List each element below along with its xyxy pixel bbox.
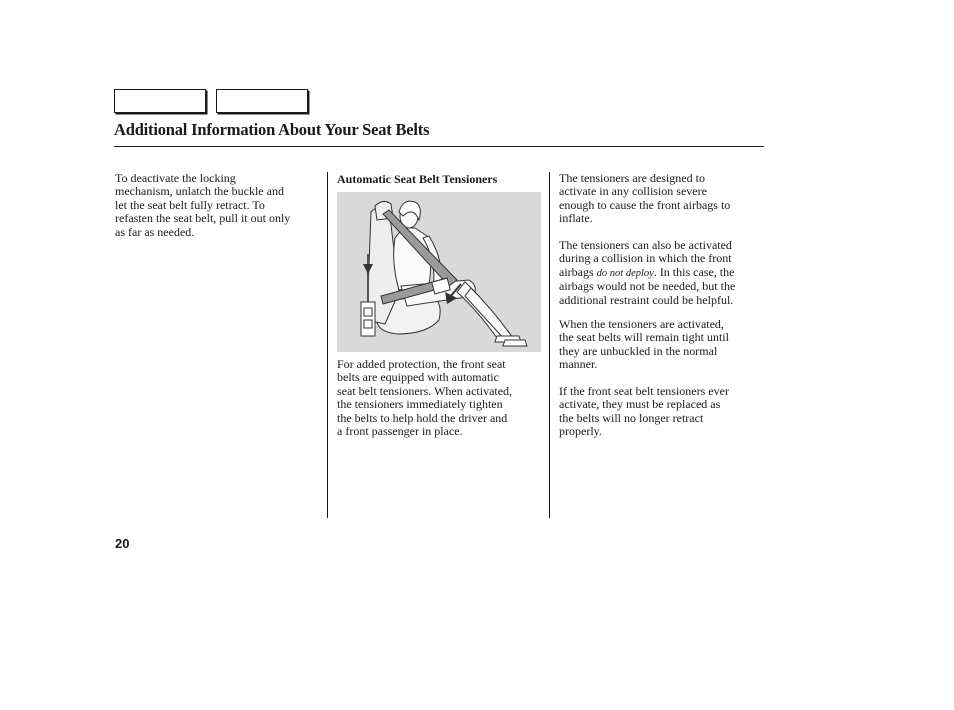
body-paragraph: To deactivate the locking mechanism, unlatch the buckle and let the seat belt fully retract. To refasten the seat belt, pull it out only as far as needed.: [115, 171, 291, 239]
page-title: Additional Information About Your Seat Belts: [114, 120, 430, 139]
body-paragraph: When the tensioners are activated, the seat belts will remain tight until they are unbuckled in the normal manner.: [559, 317, 729, 372]
body-paragraph: [559, 239, 764, 307]
body-paragraph: If the front seat belt tensioners ever activate, they must be replaced as the belts will no longer retract properly.: [559, 384, 729, 439]
seated-passenger-seatbelt-tensioner-icon: [337, 192, 541, 352]
nav-next-button[interactable]: [216, 89, 308, 113]
page-number: 20: [115, 536, 130, 551]
paragraph-text: The tensioners can also be activated during a collision in which the front airbags: [559, 238, 732, 279]
emphasis-text: do not deploy: [596, 267, 654, 279]
body-paragraph: For added protection, the front seat belts are equipped with automatic seat belt tensioners. When activated, the tensioners immediately tighten the belts to help hold the driver and a front passenger in place.: [337, 357, 513, 439]
column-divider: [327, 172, 328, 518]
body-paragraph: The tensioners are designed to activate in any collision severe enough to cause the front airbags to inflate.: [559, 171, 731, 226]
nav-previous-button[interactable]: [114, 89, 206, 113]
paragraph-text: . In this case, the airbags would not be needed, but the additional restraint could be helpful.: [559, 264, 736, 307]
column-divider: [549, 172, 550, 518]
section-heading: Automatic Seat Belt Tensioners: [337, 172, 498, 186]
seatbelt-tensioner-illustration: [337, 192, 541, 352]
title-divider: [114, 146, 764, 147]
